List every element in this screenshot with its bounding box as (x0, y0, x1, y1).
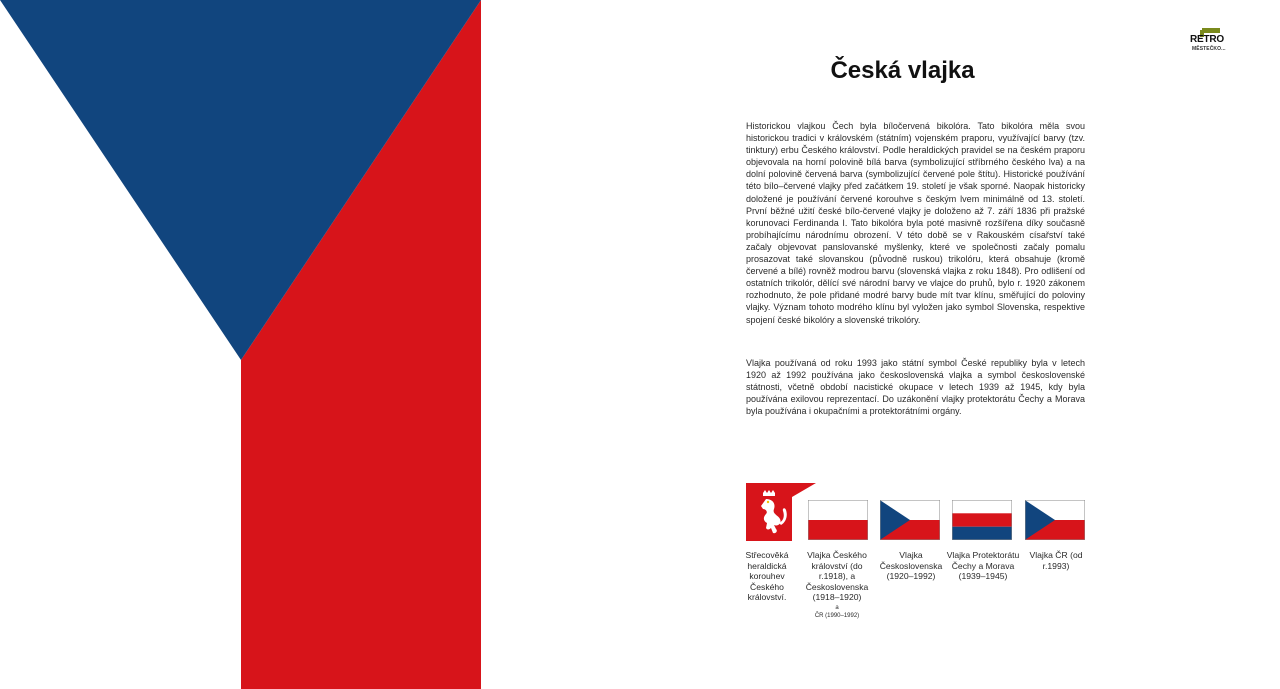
czechoslovak-flag-image (880, 500, 940, 540)
bohemian-bicolor-caption: Vlajka Českého království (do r.1918), a Československa (1918–1920) a ČR (1990–1992) (801, 550, 873, 621)
logo-subtitle: MĚSTEČKO... (1192, 46, 1226, 52)
protectorate-flag-image (952, 500, 1012, 540)
bicolor-note-cr: ČR (1990–1992) (814, 612, 860, 619)
czech-republic-flag-image (1025, 500, 1085, 540)
logo-wordmark: RETRO (1190, 34, 1225, 45)
protectorate-flag-caption: Vlajka Protektorátu Čechy a Morava (1939–1945) (946, 550, 1020, 582)
retro-mestecko-logo (1188, 28, 1238, 54)
history-paragraph: Historickou vlajkou Čech byla bíločervená bikolóra. Tato bikolóra měla svou historickou tradici v královském (státním) vojenském praporu, využívající barvy (tzv. tinktury) erbu Českého království. Podle heraldických pravidel se na českém praporu objevovala na horní polovině bílá barva (symbolizující stříbrného českého lva) a na dolní polovině červená barva (symbolizující červené pole štítu). Historické používání této bílo–červené vlajky před začátkem 19. století je však sporné. Naopak historicky doložené je používání červené korouhve s českým lvem minimálně od 13. století. První běžné užití české bílo-červené vlajky je doloženo až 7. září 1836 při pražské korunovaci Ferdinanda I. Tato bikolóra byla poté masivně rozšířena díky současně probíhajícímu národnímu obrození. V této době se v Rakouském císařství také začaly objevovat panslovanské myšlenky, které ve společnosti začaly pomalu prosazovat také slovanskou (původně ruskou) trikolóru, která obsahuje (kromě červené a bílé) rovněž modrou barvu (slovenská vlajka z roku 1848). Pro odlišení od ostatních trikolór, dělící své národní barvy ve vlajce do pruhů, bylo r. 1920 zákonem rozhodnuto, že pole přidané modré barvy bude mít tvar klínu, směřující do poloviny vlajky. Význam tohoto modrého klínu byl vyložen jako symbol Slovenska, respektive spojení české bikolóry a slovenské trikolóry. (746, 121, 1085, 325)
usage-paragraph: Vlajka používaná od roku 1993 jako státní symbol České republiky byla v letech 1920 až 1992 používána jako československá vlajka a symbol československé státnosti, včetně období nacistické okupace v letech 1939 až 1945, kdy byla používána exilovou reprezentací. Do uzákonění vlajky protektorátu Čechy a Morava byla používána i okupačními a protektorátními orgány. (746, 358, 1085, 417)
czechoslovak-flag-caption: Vlajka Československa (1920–1992) (879, 550, 943, 582)
page-title: Česká vlajka (830, 57, 975, 84)
bohemian-bicolor-image (808, 500, 868, 540)
heraldic-pennant-caption: Střecověká heraldická korouhev Českého království. (745, 550, 789, 603)
bicolor-note-a: a (835, 604, 839, 611)
czech-republic-flag-caption: Vlajka ČR (od r.1993) (1029, 550, 1083, 571)
large-czech-flag-graphic (0, 0, 481, 689)
